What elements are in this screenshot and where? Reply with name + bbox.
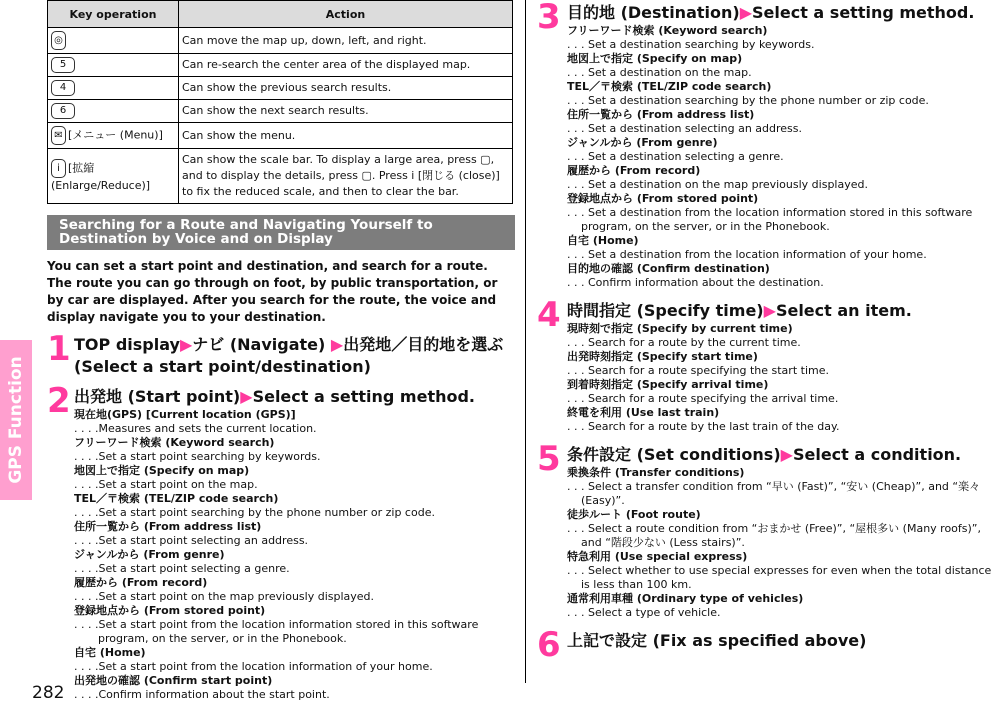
option-title: 終電を利用 (Use last train) [567, 406, 720, 419]
option-title: 住所一覧から (From address list) [567, 108, 755, 121]
option-title: 徒歩ルート (Foot route) [567, 508, 701, 521]
step-5 [537, 439, 1000, 620]
right-column [537, 0, 1000, 665]
option-desc: . . . Search for a route by the last train of the day. [567, 420, 840, 433]
option-title: 出発時刻指定 (Specify start time) [567, 350, 758, 363]
step-title: 時間指定 (Specify time)▶Select an item. [567, 301, 912, 320]
option-desc: . . . Set a destination selecting a genre. [567, 150, 784, 163]
table-header-action: Action [179, 1, 513, 28]
key-icon: i [51, 159, 66, 178]
step-number: 2 [47, 381, 71, 421]
step-3 [537, 2, 1000, 290]
option-desc: . . . .Set a start point selecting an address. [74, 534, 309, 547]
option-desc: . . . Set a destination on the map. [567, 66, 752, 79]
option-title: TEL／〒検索 (TEL/ZIP code search) [567, 80, 772, 93]
key-cell [48, 28, 179, 54]
step-1 [47, 329, 515, 378]
key-icon: 4 [51, 80, 75, 96]
key-cell [48, 149, 179, 204]
option-desc: . . . Select a route condition from “おまかせ (Free)”, “屋根多い (Many roofs)”, and “階段少ない (Less stairs)”. [567, 522, 981, 549]
option-desc: . . . .Set a start point selecting a genre. [74, 562, 290, 575]
key-cell [48, 54, 179, 77]
key-icon: 5 [51, 57, 75, 73]
option-desc: . . . .Set a start point searching by the phone number or zip code. [74, 506, 435, 519]
option-desc: . . . .Set a start point from the location information of your home. [74, 660, 433, 673]
arrow-icon: ▶ [240, 387, 253, 406]
option-desc: . . . Select a type of vehicle. [567, 606, 721, 619]
action-cell: Can show the menu. [179, 123, 513, 149]
step-title: 上記で設定 (Fix as specified above) [567, 631, 867, 650]
option-title: ジャンルから (From genre) [74, 548, 225, 561]
step-number: 6 [537, 625, 561, 665]
table-row [48, 100, 513, 123]
steps-left [47, 329, 515, 701]
option-title: 履歴から (From record) [74, 576, 208, 589]
option-title: 自宅 (Home) [74, 646, 146, 659]
option-title: 特急利用 (Use special express) [567, 550, 748, 563]
option-desc: . . . Search for a route by the current time. [567, 336, 801, 349]
option-desc: . . . Confirm information about the destination. [567, 276, 824, 289]
step-2 [47, 381, 515, 701]
step-title: 目的地 (Destination)▶Select a setting method. [567, 3, 975, 22]
option-desc: . . . Set a destination selecting an address. [567, 122, 803, 135]
arrow-icon: ▶ [179, 335, 193, 354]
step-4 [537, 295, 1000, 434]
step-title: TOP display▶ナビ (Navigate) ▶出発地／目的地を選ぶ (Select a start point/destination) [74, 335, 504, 376]
option-desc: . . . .Set a start point searching by keywords. [74, 450, 321, 463]
option-list [567, 24, 1000, 290]
option-title: 地図上で指定 (Specify on map) [74, 464, 250, 477]
key-icon: 6 [51, 103, 75, 119]
key-text: [拡縮 (Enlarge/Reduce)] [51, 161, 151, 192]
option-desc: . . . Select whether to use special expresses for even when the total distance is less than 100 km. [567, 564, 992, 591]
option-list [567, 322, 1000, 434]
side-tab-label: GPS Function [6, 356, 26, 484]
key-icon: ✉ [51, 126, 66, 145]
key-cell [48, 123, 179, 149]
option-title: 登録地点から (From stored point) [74, 604, 266, 617]
option-desc: . . . Set a destination from the location information stored in this software program, on the server, or in the Phonebook. [567, 206, 973, 233]
option-title: 乗換条件 (Transfer conditions) [567, 466, 745, 479]
option-title: 登録地点から (From stored point) [567, 192, 759, 205]
key-operation-table [47, 0, 513, 204]
step-6 [537, 625, 1000, 665]
option-title: 出発地の確認 (Confirm start point) [74, 674, 273, 687]
step-number: 3 [537, 0, 561, 37]
option-title: TEL／〒検索 (TEL/ZIP code search) [74, 492, 279, 505]
option-title: 履歴から (From record) [567, 164, 701, 177]
option-title: 到着時刻指定 (Specify arrival time) [567, 378, 769, 391]
option-desc: . . . Set a destination searching by keywords. [567, 38, 815, 51]
table-row [48, 123, 513, 149]
option-desc: . . . Set a destination on the map previously displayed. [567, 178, 868, 191]
step-number: 5 [537, 439, 561, 479]
step-number: 1 [47, 329, 71, 369]
key-cell [48, 100, 179, 123]
action-cell: Can show the next search results. [179, 100, 513, 123]
option-desc: . . . .Set a start point from the location information stored in this software program, on the server, or in the Phonebook. [74, 618, 479, 645]
option-title: ジャンルから (From genre) [567, 136, 718, 149]
option-title: 目的地の確認 (Confirm destination) [567, 262, 770, 275]
option-list [567, 466, 1000, 620]
table-header-key: Key operation [48, 1, 179, 28]
action-cell: Can show the scale bar. To display a large area, press ▢, and to display the details, press ▢. Press i [閉じる (close)] to fix the reduced scale, and then to clear the bar. [179, 149, 513, 204]
option-list [74, 408, 515, 701]
action-cell: Can move the map up, down, left, and right. [179, 28, 513, 54]
left-column [47, 0, 515, 701]
intro-text: You can set a start point and destination, and search for a route. The route you can go through on foot, by public transportation, or by car are displayed. After you search for the route, the voice and display navigate you to your destination. [47, 259, 498, 324]
action-cell: Can re-search the center area of the displayed map. [179, 54, 513, 77]
option-desc: . . . .Measures and sets the current location. [74, 422, 317, 435]
steps-right [537, 0, 1000, 665]
option-desc: . . . Set a destination from the location information of your home. [567, 248, 927, 261]
option-title: フリーワード検索 (Keyword search) [567, 24, 768, 37]
key-icon: ◎ [51, 31, 66, 50]
table-row [48, 149, 513, 204]
option-desc: . . . .Set a start point on the map. [74, 478, 258, 491]
arrow-icon: ▶ [780, 445, 793, 464]
page-number: 282 [32, 683, 65, 701]
table-row [48, 54, 513, 77]
option-title: 通常利用車種 (Ordinary type of vehicles) [567, 592, 804, 605]
option-title: 現時刻で指定 (Specify by current time) [567, 322, 793, 335]
key-text: [メニュー (Menu)] [68, 128, 163, 142]
option-desc: . . . Search for a route specifying the arrival time. [567, 392, 839, 405]
table-row [48, 77, 513, 100]
arrow-icon: ▶ [739, 3, 753, 22]
option-title: 現在地(GPS) [Current location (GPS)] [74, 408, 296, 421]
option-title: フリーワード検索 (Keyword search) [74, 436, 275, 449]
option-title: 住所一覧から (From address list) [74, 520, 262, 533]
step-title: 条件設定 (Set conditions)▶Select a condition. [567, 445, 962, 464]
step-title: 出発地 (Start point)▶Select a setting method. [74, 387, 475, 406]
section-title: Searching for a Route and Navigating Yourself to Destination by Voice and on Display [47, 215, 515, 250]
option-desc: . . . Select a transfer condition from “早い (Fast)”, “安い (Cheap)”, and “楽々 (Easy)”. [567, 480, 981, 507]
action-cell: Can show the previous search results. [179, 77, 513, 100]
step-number: 4 [537, 295, 561, 335]
option-desc: . . . Search for a route specifying the start time. [567, 364, 829, 377]
option-title: 自宅 (Home) [567, 234, 639, 247]
option-desc: . . . .Confirm information about the start point. [74, 688, 330, 701]
column-divider [525, 0, 526, 683]
option-title: 地図上で指定 (Specify on map) [567, 52, 743, 65]
key-cell [48, 77, 179, 100]
arrow-icon: ▶ [763, 301, 776, 320]
table-row [48, 28, 513, 54]
option-desc: . . . Set a destination searching by the phone number or zip code. [567, 94, 929, 107]
arrow-icon: ▶ [330, 335, 344, 354]
option-desc: . . . .Set a start point on the map previously displayed. [74, 590, 375, 603]
